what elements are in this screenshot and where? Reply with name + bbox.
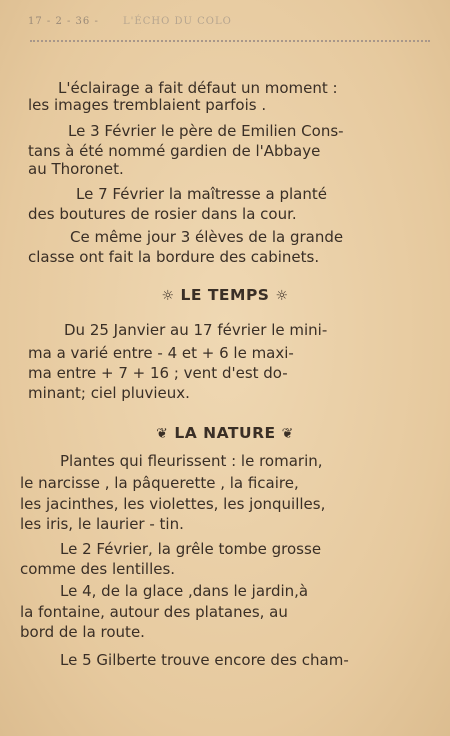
text-line: au Thoronet. <box>28 160 124 178</box>
text-line: ma a varié entre - 4 et + 6 le maxi- <box>28 344 294 362</box>
text-line: des boutures de rosier dans la cour. <box>28 205 297 223</box>
text-line: les jacinthes, les violettes, les jonquilles, <box>20 495 326 513</box>
page-header <box>28 16 428 27</box>
header-title: L'ÉCHO DU COLO <box>123 16 232 27</box>
floral-ornament-icon: ❦ <box>281 426 294 442</box>
text-line: tans à été nommé gardien de l'Abbaye <box>28 142 321 160</box>
text-line: Le 3 Février le père de Emilien Cons- <box>68 122 344 140</box>
text-line: Le 2 Février, la grêle tombe grosse <box>60 540 322 558</box>
floral-ornament-icon: ❦ <box>156 426 169 442</box>
section-title-text: LA NATURE <box>174 424 276 442</box>
text-line: Plantes qui fleurissent : le romarin, <box>60 452 323 470</box>
header-rule <box>30 40 430 42</box>
text-line: le narcisse , la pâquerette , la ficaire, <box>20 474 299 492</box>
text-line: L'éclairage a fait défaut un moment : <box>58 79 338 97</box>
sun-icon: ☼ <box>161 288 175 304</box>
text-line: classe ont fait la bordure des cabinets. <box>28 248 320 266</box>
header-date: 17 - 2 - 36 - <box>28 16 99 27</box>
text-line: Du 25 Janvier au 17 février le mini- <box>64 321 328 339</box>
section-title-temps <box>0 286 450 304</box>
sun-icon: ☼ <box>275 288 289 304</box>
text-line: les iris, le laurier - tin. <box>20 515 184 533</box>
text-line: minant; ciel pluvieux. <box>28 384 190 402</box>
text-line: ma entre + 7 + 16 ; vent d'est do- <box>28 364 288 382</box>
text-line: les images tremblaient parfois . <box>28 96 267 114</box>
text-line: Le 4, de la glace ,dans le jardin,à <box>60 582 309 600</box>
text-line: Le 5 Gilberte trouve encore des cham- <box>60 651 349 669</box>
section-title-nature <box>0 424 450 442</box>
text-line: la fontaine, autour des platanes, au <box>20 603 288 621</box>
section-title-text: LE TEMPS <box>180 286 270 304</box>
text-line: Ce même jour 3 élèves de la grande <box>70 228 344 246</box>
text-line: bord de la route. <box>20 623 145 641</box>
text-line: Le 7 Février la maîtresse a planté <box>76 185 327 203</box>
text-line: comme des lentilles. <box>20 560 176 578</box>
